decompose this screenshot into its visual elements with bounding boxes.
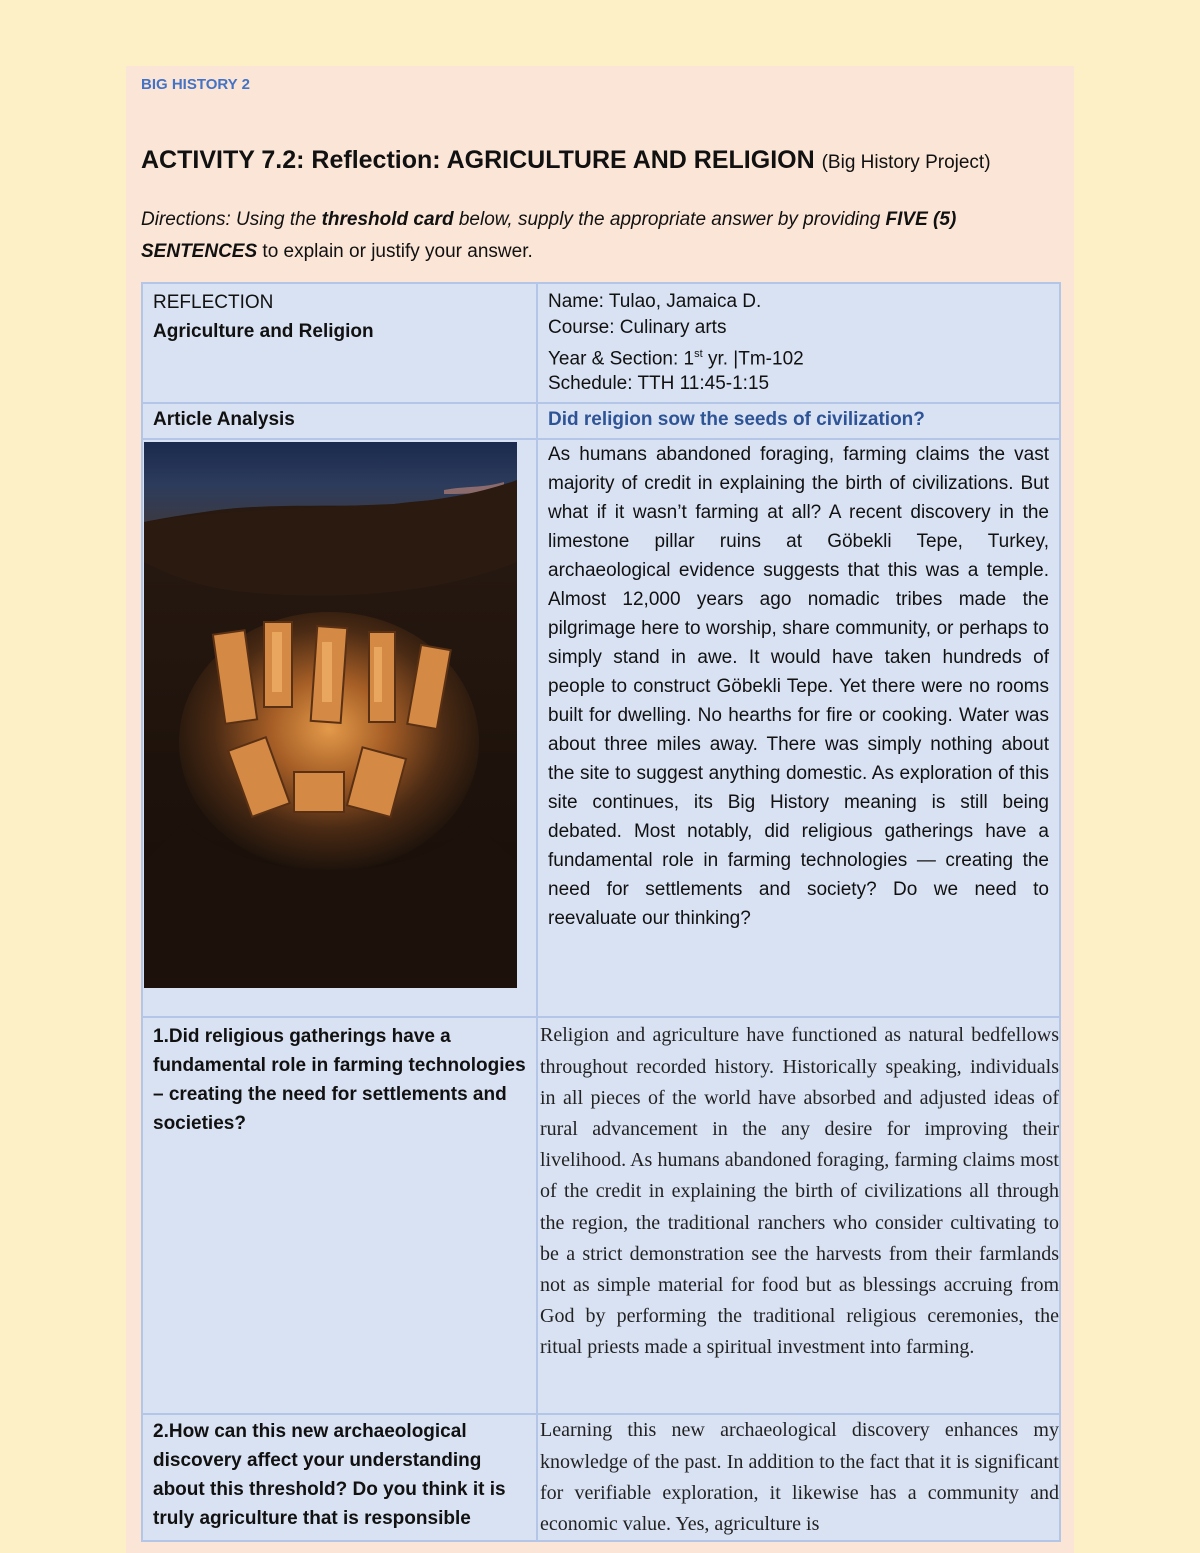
answer-2: Learning this new archaeological discovery enhances my knowledge of the past. In addition to the fact that it is significant for verifiable exploration, it likewise has a community and economic value. Yes, agriculture is [540,1419,1059,1535]
article-title: Did religion sow the seeds of civilization? [548,409,925,431]
student-schedule: Schedule: TTH 11:45-1:15 [548,373,770,395]
question-row-1 [142,1017,1060,1414]
directions-tail: to explain or justify your answer. [257,241,533,262]
student-year-section: Year & Section: 1st yr. |Tm-102 [548,348,804,370]
article-title-row [142,403,1060,439]
activity-title-main: ACTIVITY 7.2: Reflection: AGRICULTURE AND RELIGION [141,146,815,174]
directions-card: threshold card [321,209,454,230]
student-info [538,284,1059,402]
article-body-row [142,439,1060,1017]
question-row-2 [142,1414,1060,1541]
card-header-row [142,283,1060,403]
threshold-card-table [141,282,1061,1542]
question-1: 1.Did religious gatherings have a fundamental role in farming technologies – creating the need for settlements and societies? [153,1026,526,1135]
question-2: 2.How can this new archaeological discovery affect your understanding about this threshold? Do you think it is truly agriculture that is responsible [153,1421,506,1530]
reflection-label: REFLECTION [153,292,274,313]
article-analysis-label: Article Analysis [153,409,295,431]
directions-count: FIVE (5) SENTENCES [141,209,957,262]
directions-lead: Directions: Using the [141,209,322,230]
student-name: Name: Tulao, Jamaica D. [548,291,762,312]
answer-1: Religion and agriculture have functioned as natural bedfellows throughout recorded history. Historically speaking, individuals in all pieces of the world have absorbed and adjusted ideas of rural advancement in the any desire for improving their livelihood. As humans abandoned foraging, farming claims most of the credit in explaining the birth of civilizations all through the region, the traditional ranchers who consider cultivating to be a strict demonstration see the harvests from their farmlands not as simple material for food but as blessings accruing from God by performing the traditional religious ceremonies, the ritual priests made a spiritual investment into farming. [540,1024,1059,1359]
gobekli-tepe-photo [144,442,517,988]
directions-mid: below, supply the appropriate answer by providing [453,209,886,230]
reflection-topic: Agriculture and Religion [153,321,374,342]
activity-title [141,146,991,175]
directions [141,204,1041,268]
article-text: As humans abandoned foraging, farming claims the vast majority of credit in explaining the birth of civilizations. But what if it wasn’t farming at all? A recent discovery in the limestone pillar ruins at Göbekli Tepe, Turkey, archaeological evidence suggests that this was a temple. Almost 12,000 years ago nomadic tribes made the pilgrimage here to worship, share community, or perhaps to simply stand in awe. It would have taken hundreds of people to construct Göbekli Tepe. Yet there were no rooms built for dwelling. No hearths for fire or cooking. Water was about three miles away. There was simply nothing about the site to suggest anything domestic. As exploration of this site continues, its Big History meaning is still being debated. Most notably, did religious gatherings have a fundamental role in farming technologies — creating the need for settlements and society? Do we need to reevaluate our thinking? [548,444,1049,930]
reflection-cell [143,284,536,350]
course-header: BIG HISTORY 2 [141,76,250,93]
document-page [126,66,1074,1553]
student-course: Course: Culinary arts [548,317,727,338]
activity-title-sub: (Big History Project) [821,152,991,173]
